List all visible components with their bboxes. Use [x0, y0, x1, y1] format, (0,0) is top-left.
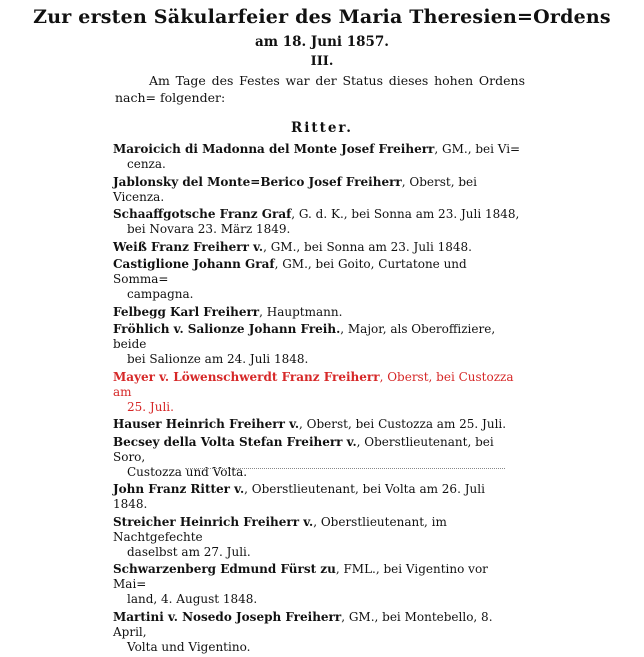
- entry-continuation: bei Novara 23. März 1849.: [127, 222, 291, 236]
- entry-name: Schwarzenberg Edmund Fürst zu: [113, 562, 336, 576]
- entry-detail: , Hauptmann.: [259, 304, 343, 319]
- entry-name: John Franz Ritter v.: [113, 482, 245, 496]
- part-number: III.: [310, 54, 334, 69]
- entry-detail: , Oberst, bei Custozza am: [113, 369, 514, 399]
- list-item: [113, 610, 523, 655]
- entry-name: Weiß Franz Freiherr v.: [113, 239, 264, 254]
- list-item: [113, 175, 523, 205]
- entry-detail: , GM., bei Vi=: [434, 142, 521, 156]
- list-item: [113, 417, 523, 432]
- entry-continuation: bei Salionze am 24. Juli 1848.: [127, 352, 309, 366]
- entry-continuation: daselbst am 27. Juli.: [127, 544, 251, 559]
- entry-continuation: campagna.: [127, 287, 194, 301]
- knights-list: [113, 142, 523, 657]
- entry-detail: , FML., bei Vigentino vor Mai=: [113, 562, 488, 591]
- list-item: [113, 257, 523, 302]
- entry-name: Felbegg Karl Freiherr: [113, 304, 260, 319]
- page-bottom-divider: [185, 468, 505, 471]
- entry-continuation: land, 4. August 1848.: [127, 592, 258, 606]
- entry-detail: , Oberst, bei Custozza am 25. Juli.: [299, 417, 507, 431]
- entry-detail: , Oberstlieutenant, bei Soro,: [113, 434, 494, 464]
- list-item: [113, 482, 523, 512]
- entry-detail: , Oberst, bei Vicenza.: [113, 174, 477, 204]
- entry-name: Maroicich di Madonna del Monte Josef Freiherr: [113, 142, 435, 156]
- list-item: [113, 562, 523, 607]
- entry-detail: , G. d. K., bei Sonna am 23. Juli 1848,: [291, 207, 520, 221]
- list-item: [113, 142, 523, 172]
- entry-name: Hauser Heinrich Freiherr v.: [113, 417, 300, 431]
- entry-detail: , Oberstlieutenant, im Nachtgefechte: [113, 514, 447, 544]
- entry-continuation: Volta und Vigentino.: [127, 639, 251, 654]
- list-item: [113, 322, 523, 367]
- entry-name: Fröhlich v. Salionze Johann Freih.: [113, 322, 341, 336]
- entry-continuation: 25. Juli.: [127, 399, 174, 414]
- list-item-highlighted: [113, 370, 523, 415]
- page-title: Zur ersten Säkularfeier des Maria Theresien=Ordens: [33, 6, 611, 28]
- entry-name: Mayer v. Löwenschwerdt Franz Freiherr: [113, 369, 380, 384]
- list-item: [113, 305, 523, 320]
- entry-detail: , Major, als Oberoffiziere, beide: [113, 322, 496, 351]
- list-item: [113, 240, 523, 255]
- date-line: am 18. Juni 1857.: [254, 34, 390, 50]
- entry-name: Streicher Heinrich Freiherr v.: [113, 514, 314, 529]
- section-heading: Ritter.: [291, 120, 353, 136]
- entry-detail: , GM., bei Sonna am 23. Juli 1848.: [263, 239, 472, 254]
- intro-paragraph: Am Tage des Festes war der Status dieses hohen Ordens nach= folgender:: [115, 73, 525, 105]
- entry-continuation: cenza.: [127, 157, 166, 171]
- entry-detail: , Oberstlieutenant, bei Volta am 26. Juli 1848.: [113, 482, 485, 511]
- entry-name: Castiglione Johann Graf: [113, 257, 275, 271]
- entry-continuation: Custozza und Volta.: [127, 464, 248, 479]
- entry-name: Schaaffgotsche Franz Graf: [113, 207, 292, 221]
- entry-detail: , GM., bei Goito, Curtatone und Somma=: [113, 257, 467, 286]
- entry-detail: , GM., bei Montebello, 8. April,: [113, 609, 493, 639]
- list-item: [113, 435, 523, 480]
- entry-name: Martini v. Nosedo Joseph Freiherr: [113, 609, 342, 624]
- list-item: [113, 515, 523, 560]
- entry-name: Becsey della Volta Stefan Freiherr v.: [113, 434, 357, 449]
- list-item: [113, 207, 523, 237]
- entry-name: Jablonsky del Monte=Berico Josef Freiherr: [113, 174, 402, 189]
